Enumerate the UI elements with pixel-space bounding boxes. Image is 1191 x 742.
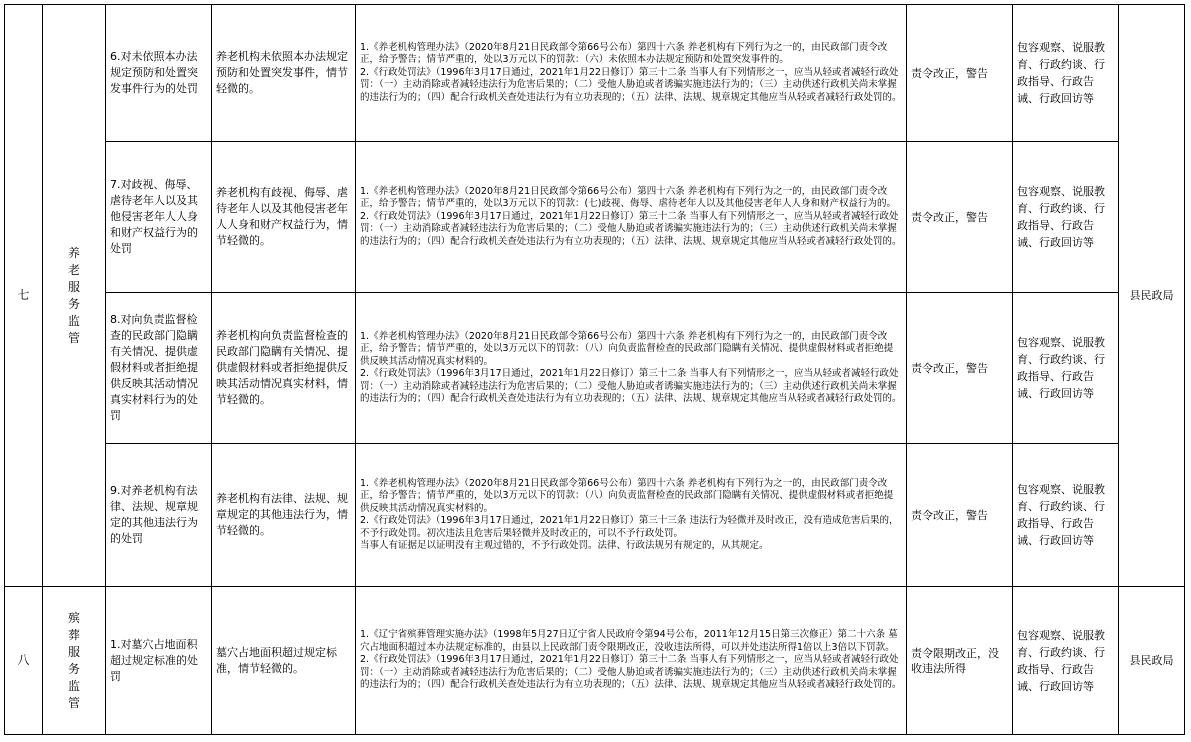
table-row bbox=[5, 587, 1185, 735]
item-name: 9.对养老机构有法律、法规、规章规定的其他违法行为的处罚 bbox=[106, 444, 212, 587]
measure: 责令改正，警告 bbox=[907, 444, 1013, 587]
basis-paragraph: 1.《养老机构管理办法》（2020年8月21日民政部令第66号公布）第四十六条 养老机构有下列行为之一的，由民政部门责令改正，给予警告；情节严重的，处以3万元以下的罚款：（八）向负责监督检查的民政部门隐瞒有关情况、提供虚假材料或者拒绝提供反映其活动情况真实材料的。 bbox=[360, 330, 894, 367]
supervision-mode: 包容观察、说服教育、行政约谈、行政指导、行政告诫、行政回访等 bbox=[1013, 293, 1119, 444]
basis-paragraph: 1.《辽宁省殡葬管理实施办法》（1998年5月27日辽宁省人民政府令第94号公布，2011年12月15日第三次修正）第二十六条 墓穴占地面积超过本办法规定标准的，由县以上民政部门责令限期改正，没收违法所得，可以并处违法所得1倍以上3倍以下罚款。 bbox=[360, 629, 898, 653]
responsible-org: 县民政局 bbox=[1119, 5, 1185, 587]
table-row bbox=[5, 142, 1185, 293]
item-condition: 养老机构有法律、法规、规章规定的其他违法行为，情节轻微的。 bbox=[212, 444, 356, 587]
table-row bbox=[5, 293, 1185, 444]
measures-table bbox=[4, 4, 1185, 735]
basis-paragraph: 2.《行政处罚法》（1996年3月17日通过，2021年1月22日修订）第三十三条 违法行为轻微并及时改正，没有造成危害后果的，不予行政处罚。初次违法且危害后果轻微并及时改正的，可以不予行政处罚。 bbox=[360, 515, 899, 539]
measure: 责令改正，警告 bbox=[907, 142, 1013, 293]
section-number: 八 bbox=[5, 587, 43, 735]
item-name: 7.对歧视、侮辱、虐待老年人以及其他侵害老年人人身和财产权益行为的处罚 bbox=[106, 142, 212, 293]
section-category bbox=[43, 5, 106, 587]
supervision-mode: 包容观察、说服教育、行政约谈、行政指导、行政告诫、行政回访等 bbox=[1013, 5, 1119, 142]
legal-basis bbox=[356, 587, 907, 735]
section-number: 七 bbox=[5, 5, 43, 587]
item-name: 8.对向负责监督检查的民政部门隐瞒有关情况、提供虚假材料或者拒绝提供反映其活动情况真实材料行为的处罚 bbox=[106, 293, 212, 444]
section-category bbox=[43, 587, 106, 735]
supervision-mode: 包容观察、说服教育、行政约谈、行政指导、行政告诫、行政回访等 bbox=[1013, 142, 1119, 293]
item-condition: 养老机构未依照本办法规定预防和处置突发事件，情节轻微的。 bbox=[212, 5, 356, 142]
legal-basis bbox=[356, 444, 907, 587]
item-condition: 养老机构向负责监督检查的民政部门隐瞒有关情况、提供虚假材料或者拒绝提供反映其活动情况真实材料，情节轻微的。 bbox=[212, 293, 356, 444]
basis-paragraph: 2.《行政处罚法》（1996年3月17日通过，2021年1月22日修订）第三十二条 当事人有下列情形之一，应当从轻或者减轻行政处罚：（一）主动消除或者减轻违法行为危害后果的；（二）受他人胁迫或者诱骗实施违法行为的；（三）主动供述行政机关尚未掌握的违法行为的；（四）配合行政机关查处违法行为有立功表现的；（五）法律、法规、规章规定其他应当从轻或者减轻行政处罚的。 bbox=[360, 210, 902, 247]
supervision-mode: 包容观察、说服教育、行政约谈、行政指导、行政告诫、行政回访等 bbox=[1013, 444, 1119, 587]
table-row bbox=[5, 5, 1185, 142]
basis-paragraph: 1.《养老机构管理办法》（2020年8月21日民政部令第66号公布）第四十六条 养老机构有下列行为之一的，由民政部门责令改正，给予警告；情节严重的，处以3万元以下的罚款：(七)歧视、侮辱、虐待老年人以及其他侵害老年人人身和财产权益行为的。 bbox=[360, 185, 896, 210]
item-name: 6.对未依照本办法规定预防和处置突发事件行为的处罚 bbox=[106, 5, 212, 142]
item-condition: 墓穴占地面积超过规定标准，情节轻微的。 bbox=[212, 587, 356, 735]
basis-paragraph: 2.《行政处罚法》（1996年3月17日通过，2021年1月22日修订）第三十二条 当事人有下列情形之一，应当从轻或者减轻行政处罚：（一）主动消除或者减轻违法行为危害后果的；（二）受他人胁迫或者诱骗实施违法行为的；（三）主动供述行政机关尚未掌握的违法行为的；（四）配合行政机关查处违法行为有立功表现的；（五）法律、法规、规章规定其他应当从轻或者减轻行政处罚的。 bbox=[360, 654, 902, 691]
measure: 责令限期改正，没收违法所得 bbox=[907, 587, 1013, 735]
legal-basis bbox=[356, 5, 907, 142]
responsible-org: 县民政局 bbox=[1119, 587, 1185, 735]
legal-basis bbox=[356, 142, 907, 293]
item-name: 1.对墓穴占地面积超过规定标准的处罚 bbox=[106, 587, 212, 735]
section-category-text: 殡葬服务监管 bbox=[67, 610, 80, 710]
legal-basis bbox=[356, 293, 907, 444]
basis-paragraph: 1.《养老机构管理办法》（2020年8月21日民政部令第66号公布）第四十六条 养老机构有下列行为之一的，由民政部门责令改正，给予警告；情节严重的，处以3万元以下的罚款：（六）未依照本办法规定预防和处置突发事件的。 bbox=[360, 41, 888, 66]
section-category-text: 养老服务监管 bbox=[67, 245, 80, 345]
measure: 责令改正，警告 bbox=[907, 5, 1013, 142]
basis-paragraph: 2.《行政处罚法》（1996年3月17日通过，2021年1月22日修订）第三十二条 当事人有下列情形之一，应当从轻或者减轻行政处罚：（一）主动消除或者减轻违法行为危害后果的；（二）受他人胁迫或者诱骗实施违法行为的；（三）主动供述行政机关尚未掌握的违法行为的；（四）配合行政机关查处违法行为有立功表现的；（五）法律、法规、规章规定其他应当从轻或者减轻行政处罚的。 bbox=[360, 368, 902, 404]
basis-paragraph: 1.《养老机构管理办法》（2020年8月21日民政部令第66号公布）第四十六条 养老机构有下列行为之一的，由民政部门责令改正，给予警告；情节严重的，处以3万元以下的罚款：（八）向负责监督检查的民政部门隐瞒有关情况、提供虚假材料或者拒绝提供反映其活动情况真实材料的。 bbox=[360, 477, 894, 514]
measure: 责令改正，警告 bbox=[907, 293, 1013, 444]
table-row bbox=[5, 444, 1185, 587]
item-condition: 养老机构有歧视、侮辱、虐待老年人以及其他侵害老年人人身和财产权益行为，情节轻微的。 bbox=[212, 142, 356, 293]
supervision-mode: 包容观察、说服教育、行政约谈、行政指导、行政告诫、行政回访等 bbox=[1013, 587, 1119, 735]
basis-paragraph: 2.《行政处罚法》（1996年3月17日通过，2021年1月22日修订）第三十二条 当事人有下列情形之一，应当从轻或者减轻行政处罚：（一）主动消除或者减轻违法行为危害后果的；（二）受他人胁迫或者诱骗实施违法行为的；（三）主动供述行政机关尚未掌握的违法行为的；（四）配合行政机关查处违法行为有立功表现的；（五）法律、法规、规章规定其他应当从轻或者减轻行政处罚的。 bbox=[360, 66, 902, 103]
basis-paragraph: 当事人有证据足以证明没有主观过错的，不予行政处罚。法律、行政法规另有规定的，从其规定。 bbox=[360, 540, 769, 551]
